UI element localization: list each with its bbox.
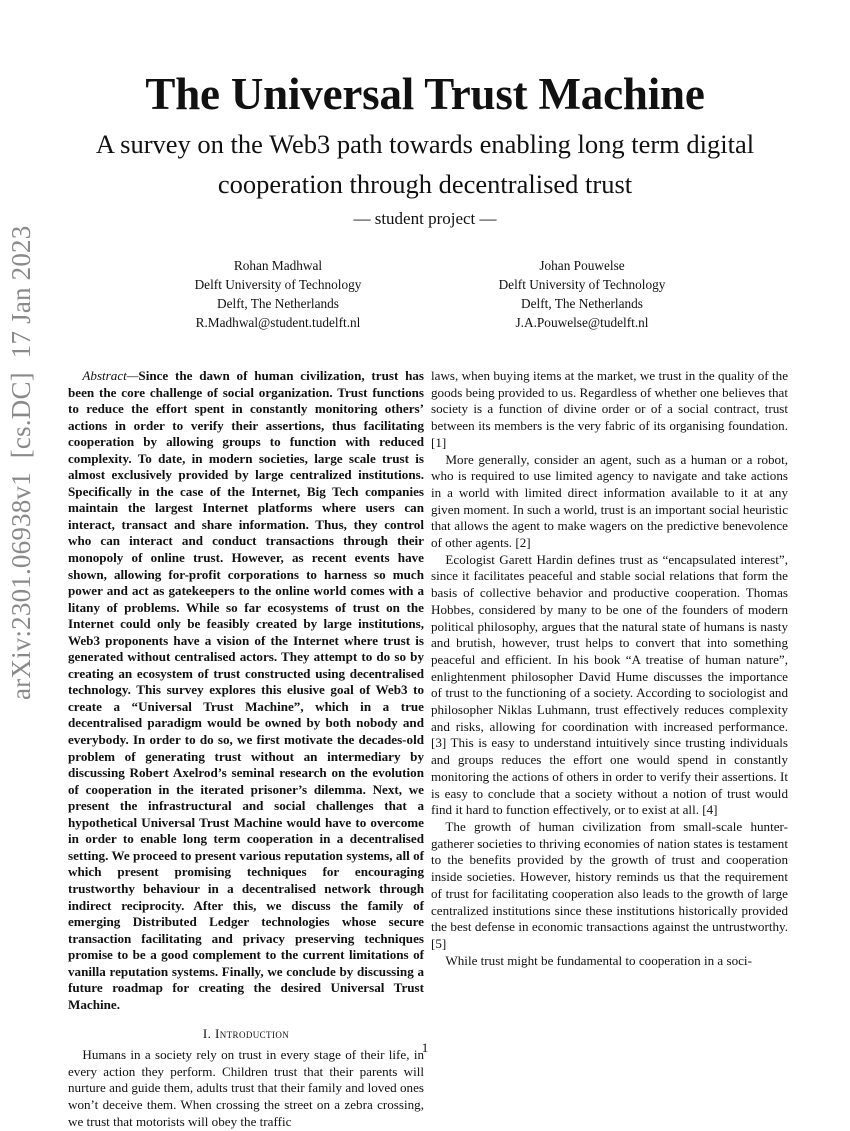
author-email: J.A.Pouwelse@tudelft.nl (515, 315, 649, 330)
paper-note: — student project — (353, 209, 497, 228)
arxiv-stamp: arXiv:2301.06938v1 [cs.DC] 17 Jan 2023 (6, 225, 36, 700)
paper-title: The Universal Trust Machine (145, 69, 705, 119)
author-email: R.Madhwal@student.tudelft.nl (195, 315, 361, 330)
body-paragraph: While trust might be fundamental to cooperation in a soci- (445, 952, 752, 968)
body-paragraph: laws, when buying items at the market, we trust in the quality of the goods being provided to us. Regardless of whether one believes that society is a function of divine order or of a social contract, trust between its members is the very fabric of its organising foundation. [1] (431, 368, 788, 450)
page-number: 1 (421, 1040, 429, 1055)
author-block-2 (452, 256, 712, 332)
left-column (68, 368, 424, 1131)
author-name: Johan Pouwelse (539, 258, 625, 273)
body-paragraph: Ecologist Garett Hardin defines trust as “encapsulated interest”, since it facilitates peaceful and stable social relations that form the basis of collective behavior and productive cooperation. Thomas Hobbes, considered by many to be one of the founders of modern political philosophy, argues that the natural state of humans is nasty and brutish, however, trust helps to convert that into something peaceful and efficient. In his book “A treatise of human nature”, enlightenment philosopher David Hume discusses the importance of trust to the functioning of a society. According to sociologist and philosopher Niklas Luhmann, trust effectively reduces complexity and risks, allowing for coordination with increased performance. [3] This is easy to understand intuitively since trusting individuals and groups reduces the effort one would spend in constantly monitoring the actions of others in order to verify their assertions. It is easy to conclude that a society without a notion of trust would find it hard to function effectively, or to exist at all. [4] (431, 551, 788, 818)
author-location: Delft, The Netherlands (217, 296, 339, 311)
right-column (431, 368, 788, 969)
abstract-text: Since the dawn of human civilization, trust has been the core challenge of social organization. Trust functions to reduce the effort spent in constantly monitoring others’ actions in order to verify their assertions, thus facilitating cooperation by allowing groups to function with reduced complexity. To date, in modern societies, large scale trust is almost exclusively provided by large centralized institutions. Specifically in the case of the Internet, Big Tech companies maintain the largest Internet platforms where users can interact, transact and share information. Thus, they control who can interact and conduct transactions through their monopoly of online trust. However, as recent events have shown, allowing for-profit corporations to harness so much power and act as gatekeepers to the online world comes with a litany of problems. While so far ecosystems of trust on the Internet could only be feasibly created by large institutions, Web3 proponents have a vision of the Internet where trust is generated without centralised actors. They attempt to do so by creating an ecosystem of trust constructed using decentralised technology. This survey explores this elusive goal of Web3 to create a “Universal Trust Machine”, which in a true decentralised paradigm would be owned by both nobody and everybody. In order to do so, we first motivate the decades-old problem of generating trust without an intermediary by discussing Robert Axelrod’s seminal research on the evolution of cooperation in the iterated prisoner’s dilemma. Next, we present the infrastructural and social challenges that a hypothetical Universal Trust Machine would have to overcome in order to enable long term cooperation in a decentralised setting. We proceed to present various reputation systems, all of which present promising techniques for encouraging trustworthy behaviour in a decentralised network through indirect reciprocity. After this, we discuss the family of emerging Distributed Ledger technologies whose secure transaction facilitating and privacy preserving techniques promise to be a good complement to the current limitations of vanilla reputation systems. Finally, we conclude by discussing a future roadmap for creating the desired Universal Trust Machine. (68, 368, 424, 1012)
paper-subtitle: A survey on the Web3 path towards enabling long term digital cooperation through decentralised trust (95, 129, 755, 199)
author-affiliation: Delft University of Technology (194, 277, 362, 292)
body-paragraph: The growth of human civilization from small-scale hunter-gatherer societies to thriving economies of nation states is testament to the benefits provided by the growth of trust and cooperation inside societies. However, history reminds us that the requirement of trust for facilitating cooperation also leads to the growth of large centralized institutions since these institutions historically provided the best defense in economic transactions against the untrustworthy. [5] (431, 818, 788, 951)
author-location: Delft, The Netherlands (521, 296, 643, 311)
section-title: Introduction (214, 1026, 290, 1042)
section-number: I. (202, 1026, 212, 1042)
author-name: Rohan Madhwal (233, 258, 323, 273)
author-block-1 (148, 256, 408, 332)
body-paragraph: Humans in a society rely on trust in every stage of their life, in every action they perform. Children trust that their parents will nurture and guide them, adults trust that their family and loved ones won’t deceive them. When crossing the street on a zebra crossing, we trust that motorists will obey the traffic (68, 1047, 424, 1129)
abstract-label: Abstract— (82, 368, 139, 383)
abstract (68, 368, 424, 1013)
author-affiliation: Delft University of Technology (498, 277, 666, 292)
body-paragraph: More generally, consider an agent, such as a human or a robot, who is required to use limited agency to navigate and take actions in a world with limited direct information available to it at any given moment. In such a world, trust is an important social heuristic that allows the agent to make wagers on the predictive benevolence of other agents. [2] (431, 451, 788, 551)
